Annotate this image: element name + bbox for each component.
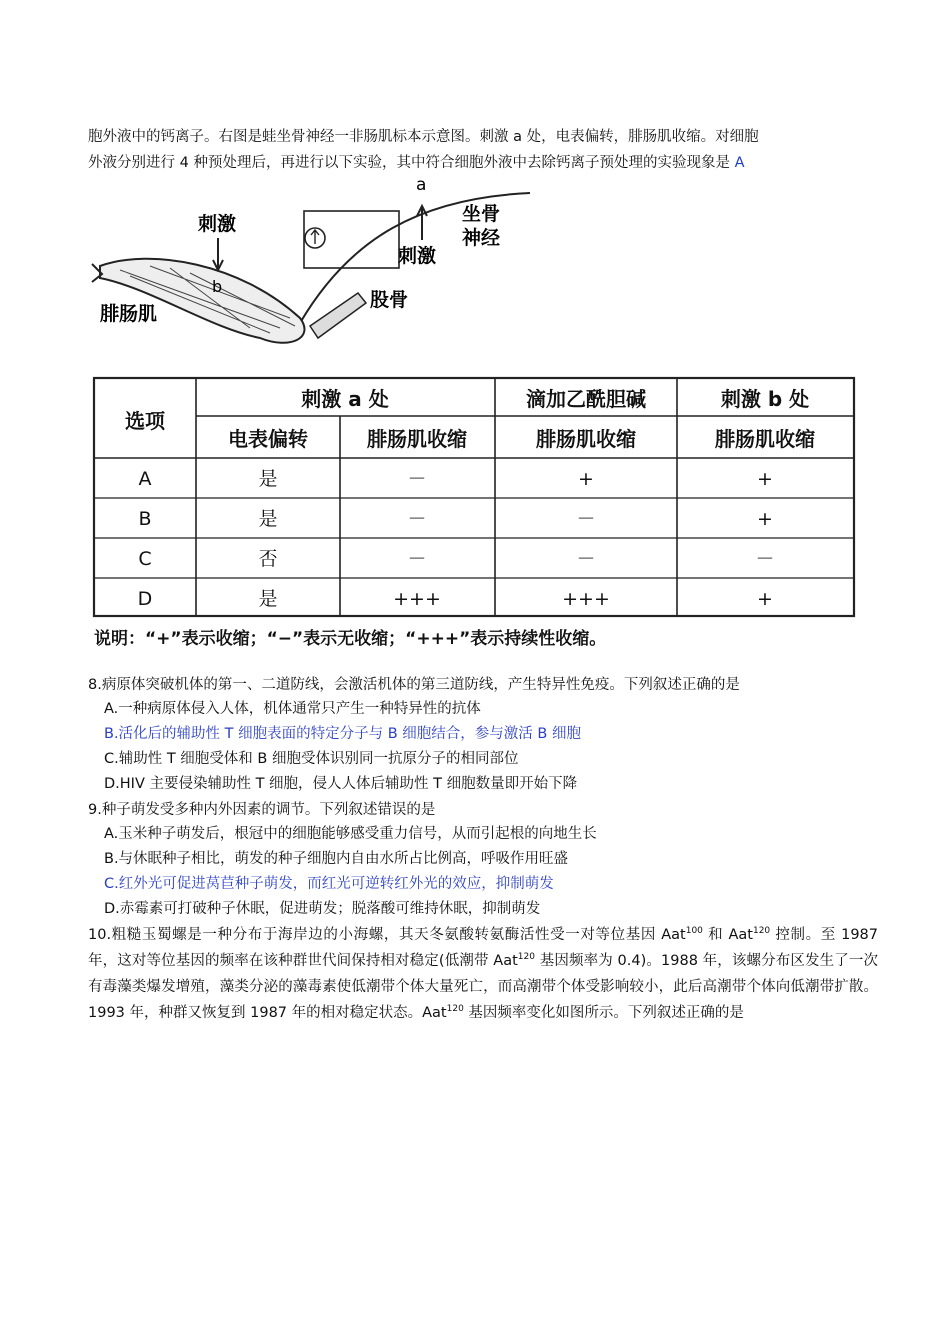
- th-contract-1: 腓肠肌收缩: [367, 427, 467, 451]
- row-c-meter: 否: [258, 548, 278, 570]
- q8-option-c: C.辅助性 T 细胞受体和 B 细胞受体识别同一抗原分子的相同部位: [104, 751, 519, 767]
- q9-option-d: D.赤霉素可打破种子休眠，促进萌发；脱落酸可维持休眠，抑制萌发: [104, 901, 541, 917]
- row-b-meter: 是: [258, 508, 278, 530]
- row-a-c2: +: [578, 468, 594, 490]
- q8-stem: 8.病原体突破机体的第一、二道防线，会激活机体的第三道防线，产生特异性免疫。下列叙述正确的是: [88, 677, 740, 693]
- row-c-c3: －: [755, 548, 775, 570]
- th-contract-3: 腓肠肌收缩: [715, 427, 815, 451]
- row-a-meter: 是: [258, 468, 278, 490]
- intro-line-2: 外液分别进行 4 种预处理后，再进行以下实验，其中符合细胞外液中去除钙离子预处理的实验现象是 A: [88, 155, 745, 171]
- row-d-c1: +++: [393, 588, 441, 610]
- q8-option-d: D.HIV 主要侵染辅助性 T 细胞，侵人人体后辅助性 T 细胞数量即开始下降: [104, 776, 578, 792]
- femur-bone: [310, 293, 366, 338]
- th-ach: 滴加乙酰胆碱: [526, 387, 646, 411]
- intro-paragraph: [88, 124, 878, 176]
- row-d-c2: +++: [562, 588, 610, 610]
- row-b-c2: －: [576, 508, 596, 530]
- experiment-figure: [90, 178, 870, 653]
- stim-arrow-a: [417, 206, 427, 240]
- th-option: 选项: [125, 409, 165, 433]
- row-a-option: A: [138, 468, 152, 490]
- gastrocnemius-muscle: [100, 259, 304, 343]
- label-nerve-2: 神经: [462, 227, 501, 249]
- label-b: b: [212, 277, 223, 296]
- stim-arrow-b: [213, 238, 223, 270]
- row-c-c2: －: [576, 548, 596, 570]
- label-stim-left: 刺激: [198, 213, 237, 235]
- label-stim-right: 刺激: [398, 245, 437, 267]
- q9-stem: 9.种子萌发受多种内外因素的调节。下列叙述错误的是: [88, 802, 436, 818]
- row-b-option: B: [138, 508, 152, 530]
- label-nerve-1: 坐骨: [462, 203, 501, 225]
- row-d-meter: 是: [258, 588, 278, 610]
- q8-option-b: B.活化后的辅助性 T 细胞表面的特定分子与 B 细胞结合，参与激活 B 细胞: [104, 726, 581, 742]
- q9-option-b: B.与休眠种子相比，萌发的种子细胞内自由水所占比例高，呼吸作用旺盛: [104, 851, 569, 867]
- answer-mark: A: [734, 155, 745, 171]
- label-bone: 股骨: [370, 289, 409, 311]
- q8-option-a: A.一种病原体侵入人体，机体通常只产生一种特异性的抗体: [104, 701, 481, 717]
- row-b-c1: －: [407, 508, 427, 530]
- row-d-c3: +: [757, 588, 773, 610]
- label-muscle: 腓肠肌: [100, 303, 158, 325]
- row-a-c1: －: [407, 468, 427, 490]
- th-meter: 电表偏转: [228, 427, 308, 451]
- q9-option-a: A.玉米种子萌发后，根冠中的细胞能够感受重力信号，从而引起根的向地生长: [104, 826, 597, 842]
- row-b-c3: +: [757, 508, 773, 530]
- q10-paragraph: 10.粗糙玉蜀螺是一种分布于海岸边的小海螺，其天冬氨酸转氨酶活性受一对等位基因 Aat$^{100}$ 和 Aat$^{120}$ 控制。至 1987 年，这对等位基因的频率在该种群世代间保持相对稳定(低潮带 Aat$^{120}$ 基因频率为 0.4)。1988 年，该螺分布区发生了一次有毒藻类爆发增殖，藻类分泌的藻毒素使低潮带个体大量死亡，而高潮带个体受影响较小，此后高潮带个体向低潮带扩散。1993 年，种群又恢复到 1987 年的相对稳定状态。Aat$^{120}$ 基因频率变化如图所示。下列叙述正确的是: [88, 926, 879, 1021]
- row-d-option: D: [137, 588, 153, 610]
- table-note: 说明：“+”表示收缩；“−”表示无收缩；“+++”表示持续性收缩。: [94, 629, 607, 649]
- row-c-option: C: [138, 548, 152, 570]
- table-body: [138, 468, 775, 610]
- th-stim-a: 刺激 a 处: [301, 387, 389, 411]
- th-contract-2: 腓肠肌收缩: [536, 427, 636, 451]
- intro-line-1: 胞外液中的钙离子。右图是蛙坐骨神经一非肠肌标本示意图。刺激 a 处，电表偏转，腓肠肌收缩。对细胞: [88, 129, 759, 145]
- results-table: [94, 378, 854, 616]
- q9-option-c: C.红外光可促进莴苣种子萌发，而红光可逆转红外光的效应，抑制萌发: [104, 876, 554, 892]
- th-stim-b: 刺激 b 处: [720, 387, 810, 411]
- row-c-c1: －: [407, 548, 427, 570]
- row-a-c3: +: [757, 468, 773, 490]
- label-a: a: [416, 178, 427, 195]
